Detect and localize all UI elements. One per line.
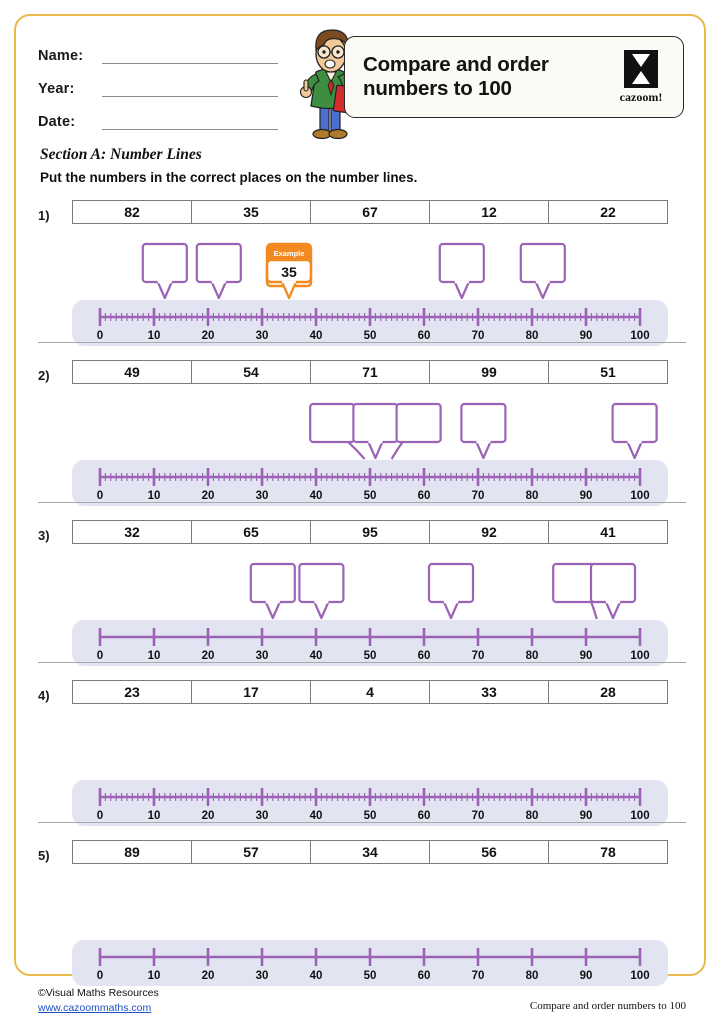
svg-text:50: 50: [363, 490, 377, 502]
number-line-area: [72, 714, 668, 826]
number-bank: [72, 680, 668, 704]
svg-text:70: 70: [471, 650, 485, 662]
svg-text:20: 20: [201, 810, 215, 822]
svg-text:Example: Example: [273, 249, 305, 258]
number-cell[interactable]: 54: [191, 360, 310, 384]
number-cell[interactable]: 49: [72, 360, 191, 384]
section-instruction: Put the numbers in the correct places on the number lines.: [40, 170, 418, 185]
answer-callouts[interactable]: [72, 234, 668, 300]
svg-text:50: 50: [363, 970, 377, 982]
number-cell[interactable]: 99: [429, 360, 548, 384]
question-number: 1): [38, 208, 50, 223]
number-line-area: [72, 874, 668, 986]
year-field-row: [38, 71, 278, 97]
svg-text:70: 70: [471, 810, 485, 822]
svg-text:100: 100: [630, 490, 650, 502]
number-cell[interactable]: 12: [429, 200, 548, 224]
number-cell[interactable]: 51: [548, 360, 668, 384]
name-label: Name:: [38, 48, 84, 64]
number-cell[interactable]: 41: [548, 520, 668, 544]
svg-text:60: 60: [417, 970, 431, 982]
number-cell[interactable]: 67: [310, 200, 429, 224]
svg-text:70: 70: [471, 970, 485, 982]
number-line: [72, 300, 668, 346]
svg-text:100: 100: [630, 330, 650, 342]
svg-text:10: 10: [147, 490, 161, 502]
svg-text:0: 0: [96, 810, 104, 822]
svg-text:50: 50: [363, 330, 377, 342]
name-field-row: [38, 38, 278, 64]
number-bank: [72, 200, 668, 224]
question-number: 5): [38, 848, 50, 863]
svg-text:40: 40: [309, 810, 323, 822]
number-line-area: [72, 234, 668, 346]
svg-text:30: 30: [255, 650, 269, 662]
number-bank: [72, 520, 668, 544]
footer-left: [38, 986, 159, 1016]
svg-text:20: 20: [201, 490, 215, 502]
svg-text:30: 30: [255, 810, 269, 822]
svg-text:100: 100: [630, 810, 650, 822]
number-cell[interactable]: 57: [191, 840, 310, 864]
svg-text:60: 60: [417, 490, 431, 502]
svg-text:50: 50: [363, 650, 377, 662]
page-title: Compare and order numbers to 100: [363, 52, 549, 100]
answer-callouts[interactable]: [72, 554, 668, 620]
section-title: Section A: Number Lines: [40, 146, 202, 163]
svg-text:20: 20: [201, 330, 215, 342]
svg-text:60: 60: [417, 810, 431, 822]
svg-text:90: 90: [579, 650, 593, 662]
svg-text:10: 10: [147, 330, 161, 342]
svg-text:80: 80: [525, 330, 539, 342]
section-heading-block: [40, 146, 680, 185]
svg-text:20: 20: [201, 970, 215, 982]
svg-text:80: 80: [525, 970, 539, 982]
number-bank: [72, 840, 668, 864]
svg-text:40: 40: [309, 490, 323, 502]
svg-text:10: 10: [147, 810, 161, 822]
svg-text:80: 80: [525, 490, 539, 502]
svg-text:30: 30: [255, 970, 269, 982]
year-input-line[interactable]: [102, 80, 278, 97]
number-cell[interactable]: 82: [72, 200, 191, 224]
number-cell[interactable]: 17: [191, 680, 310, 704]
svg-text:35: 35: [281, 264, 297, 280]
svg-text:100: 100: [630, 970, 650, 982]
date-field-row: [38, 104, 278, 130]
number-line-area: [72, 394, 668, 506]
svg-text:0: 0: [96, 650, 104, 662]
year-label: Year:: [38, 81, 75, 97]
svg-text:80: 80: [525, 810, 539, 822]
svg-text:70: 70: [471, 490, 485, 502]
question-divider: [38, 662, 686, 663]
number-cell[interactable]: 35: [191, 200, 310, 224]
date-label: Date:: [38, 114, 76, 130]
svg-text:10: 10: [147, 650, 161, 662]
number-cell[interactable]: 33: [429, 680, 548, 704]
number-cell[interactable]: 65: [191, 520, 310, 544]
number-line: [72, 940, 668, 986]
number-bank: [72, 360, 668, 384]
svg-text:80: 80: [525, 650, 539, 662]
number-cell[interactable]: 95: [310, 520, 429, 544]
number-line-area: [72, 554, 668, 666]
svg-text:30: 30: [255, 490, 269, 502]
number-cell[interactable]: 28: [548, 680, 668, 704]
number-cell[interactable]: 71: [310, 360, 429, 384]
svg-text:90: 90: [579, 970, 593, 982]
footer-sheet-title: Compare and order numbers to 100: [529, 1000, 686, 1012]
cazoom-hourglass-icon: [624, 50, 658, 88]
svg-text:90: 90: [579, 490, 593, 502]
svg-text:60: 60: [417, 330, 431, 342]
question-divider: [38, 342, 686, 343]
question-number: 4): [38, 688, 50, 703]
svg-text:90: 90: [579, 810, 593, 822]
svg-text:40: 40: [309, 330, 323, 342]
svg-text:0: 0: [96, 330, 104, 342]
number-cell[interactable]: 89: [72, 840, 191, 864]
question-number: 2): [38, 368, 50, 383]
copyright-text: ©Visual Maths Resources: [38, 987, 159, 999]
answer-callouts[interactable]: [72, 394, 668, 460]
number-cell[interactable]: 23: [72, 680, 191, 704]
student-info-block: [38, 38, 278, 137]
number-cell[interactable]: 34: [310, 840, 429, 864]
number-cell[interactable]: 56: [429, 840, 548, 864]
number-cell[interactable]: 22: [548, 200, 668, 224]
svg-text:40: 40: [309, 970, 323, 982]
cazoom-website-link[interactable]: www.cazoommaths.com: [38, 1002, 152, 1015]
question-divider: [38, 502, 686, 503]
svg-text:20: 20: [201, 650, 215, 662]
svg-text:30: 30: [255, 330, 269, 342]
svg-text:70: 70: [471, 330, 485, 342]
worksheet-title-panel: [344, 36, 684, 118]
number-line: [72, 460, 668, 506]
number-line: [72, 780, 668, 826]
number-cell[interactable]: 92: [429, 520, 548, 544]
number-line: [72, 620, 668, 666]
name-input-line[interactable]: [102, 47, 278, 64]
cazoom-logo: [613, 50, 669, 105]
number-cell[interactable]: 32: [72, 520, 191, 544]
svg-text:60: 60: [417, 650, 431, 662]
number-cell[interactable]: 78: [548, 840, 668, 864]
number-cell[interactable]: 4: [310, 680, 429, 704]
svg-text:0: 0: [96, 490, 104, 502]
svg-text:50: 50: [363, 810, 377, 822]
svg-text:10: 10: [147, 970, 161, 982]
cazoom-logo-text: cazoom!: [619, 90, 663, 104]
svg-text:40: 40: [309, 650, 323, 662]
svg-text:0: 0: [96, 970, 104, 982]
question-divider: [38, 822, 686, 823]
svg-text:90: 90: [579, 330, 593, 342]
svg-text:100: 100: [630, 650, 650, 662]
date-input-line[interactable]: [102, 113, 278, 130]
question-number: 3): [38, 528, 50, 543]
worksheet-header: [38, 34, 684, 139]
